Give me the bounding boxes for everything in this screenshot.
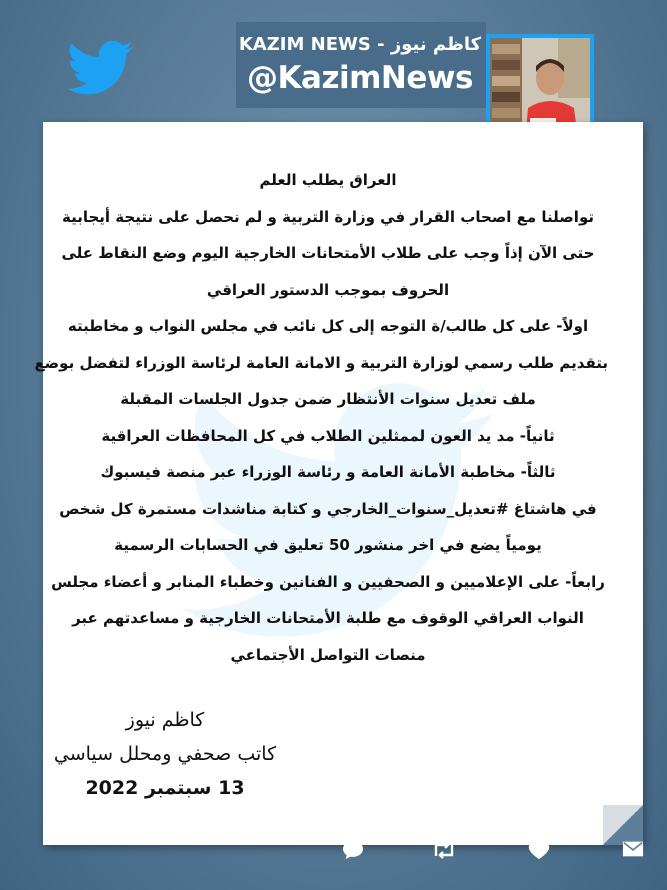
retweet-icon[interactable] [432,840,456,860]
post-line: بتقديم طلب رسمي لوزارة التربية و الامانة العامة لرئاسة الوزراء لتفضل بوضع [34,353,608,372]
message-icon[interactable] [622,840,644,858]
signature-block [40,703,290,805]
like-icon[interactable] [528,840,550,860]
post-line: النواب العراقي الوقوف مع طلبة الأمتحانات الخارجية و مساعدتهم عبر [72,609,584,627]
post-line: يومياً يضع في اخر منشور 50 تعليق في الحسابات الرسمية [114,536,542,554]
tweet-action-bar [0,830,667,870]
reply-icon[interactable] [342,840,364,860]
post-line: ثالثاً- مخاطبة الأمانة العامة و رئاسة الوزراء عبر منصة فيسبوك [100,463,556,481]
post-body [34,162,608,673]
account-handle[interactable]: @KazimNews [247,60,473,96]
post-line: حتى الآن إذاً وجب على طلاب الأمتحانات الخارجية اليوم وضع النقاط على [61,244,595,262]
post-line: ثانياً- مد يد العون لممثلين الطلاب في كل المحافظات العراقية [101,426,555,445]
signature-title: كاتب صحفي ومحلل سياسي [53,743,277,765]
twitter-bird-icon [68,40,134,96]
post-heading: العراق يطلب العلم [259,171,397,189]
post-line: في هاشتاغ #تعديل_سنوات_الخارجي و كتابة مناشدات مستمرة كل شخص [59,499,597,518]
post-line: رابعاً- على الإعلاميين و الصحفيين و الفنانين وخطباء المنابر و أعضاء مجلس [51,572,605,591]
post-line: الحروف بموجب الدستور العراقي [206,280,450,299]
post-line: ملف تعديل سنوات الأنتظار ضمن جدول الجلسات المقبلة [120,390,536,408]
account-subtitle: KAZIM NEWS - كاظم نيوز [238,34,482,55]
signature-name: كاظم نيوز [125,709,205,731]
signature-date: 13 سبتمبر 2022 [85,777,245,799]
post-line: تواصلنا مع اصحاب القرار في وزارة التربية و لم نحصل على نتيجة أيجابية [62,207,594,226]
post-line: اولاً- على كل طالب/ة التوجه إلى كل نائب في مجلس النواب و مخاطبته [67,317,589,335]
post-line: منصات التواصل الأجتماعي [230,645,426,664]
